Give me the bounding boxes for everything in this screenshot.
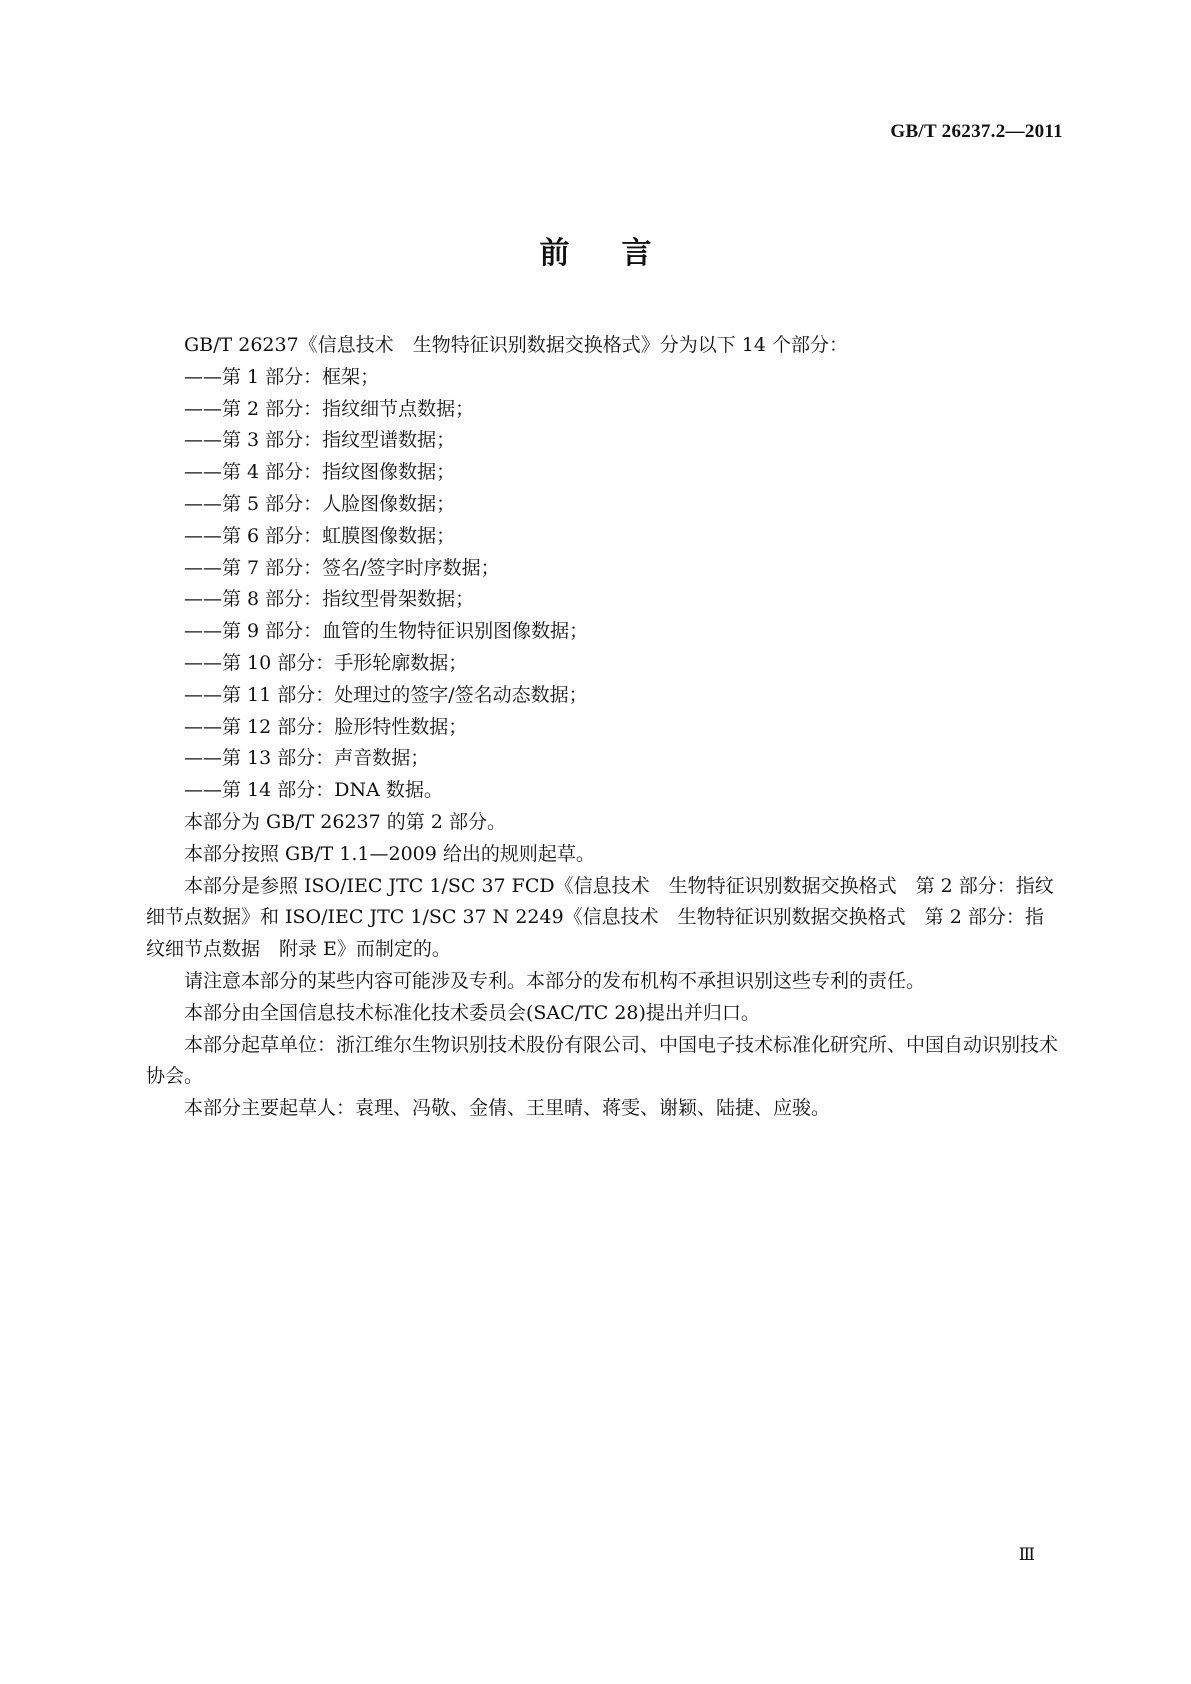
paragraph-references: 本部分是参照 ISO/IEC JTC 1/SC 37 FCD《信息技术 生物特征识别数据交换格式 第 2 部分：指纹细节点数据》和 ISO/IEC JTC 1/SC 37 N 2249《信息技术 生物特征识别数据交换格式 第 2 部分：指纹细节点数据 附录 E》而制定的。 xyxy=(146,874,1054,961)
standard-id-header: GB/T 26237.2—2011 xyxy=(890,121,1063,142)
page-title: 前言 xyxy=(539,236,704,271)
list-item: ——第 5 部分：人脸图像数据； xyxy=(184,492,456,515)
list-item: ——第 3 部分：指纹型谱数据； xyxy=(184,429,456,452)
list-item: ——第 13 部分：声音数据； xyxy=(184,747,430,770)
list-item: ——第 4 部分：指纹图像数据； xyxy=(184,461,456,484)
list-item: ——第 12 部分：脸形特性数据； xyxy=(184,715,468,738)
paragraph-part-statement: 本部分为 GB/T 26237 的第 2 部分。 xyxy=(184,810,506,833)
list-item: ——第 7 部分：签名/签字时序数据； xyxy=(184,556,500,579)
paragraph-drafting-units: 本部分起草单位：浙江维尔生物识别技术股份有限公司、中国电子技术标准化研究所、中国自动识别技术协会。 xyxy=(146,1033,1059,1088)
foreword-body xyxy=(146,330,1061,1125)
paragraph-drafting-rules: 本部分按照 GB/T 1.1—2009 给出的规则起草。 xyxy=(184,842,595,865)
list-item: ——第 11 部分：处理过的签字/签名动态数据； xyxy=(184,683,588,706)
paragraph-committee: 本部分由全国信息技术标准化技术委员会(SAC/TC 28)提出并归口。 xyxy=(184,1001,760,1024)
list-item: ——第 6 部分：虹膜图像数据； xyxy=(184,524,456,547)
list-item: ——第 1 部分：框架； xyxy=(184,365,380,388)
intro-paragraph: GB/T 26237《信息技术 生物特征识别数据交换格式》分为以下 14 个部分： xyxy=(184,334,848,356)
list-item: ——第 8 部分：指纹型骨架数据； xyxy=(184,588,475,611)
parts-list xyxy=(146,362,1061,807)
list-item: ——第 9 部分：血管的生物特征识别图像数据； xyxy=(184,620,589,643)
paragraph-drafters: 本部分主要起草人：袁理、冯敬、金倩、王里晴、蒋雯、谢颖、陆捷、应骏。 xyxy=(184,1097,831,1120)
page-number: Ⅲ xyxy=(1018,1545,1035,1564)
list-item: ——第 14 部分：DNA 数据。 xyxy=(184,779,443,802)
paragraph-patent-notice: 请注意本部分的某些内容可能涉及专利。本部分的发布机构不承担识别这些专利的责任。 xyxy=(184,969,926,992)
list-item: ——第 10 部分：手形轮廓数据； xyxy=(184,651,468,674)
list-item: ——第 2 部分：指纹细节点数据； xyxy=(184,397,475,420)
